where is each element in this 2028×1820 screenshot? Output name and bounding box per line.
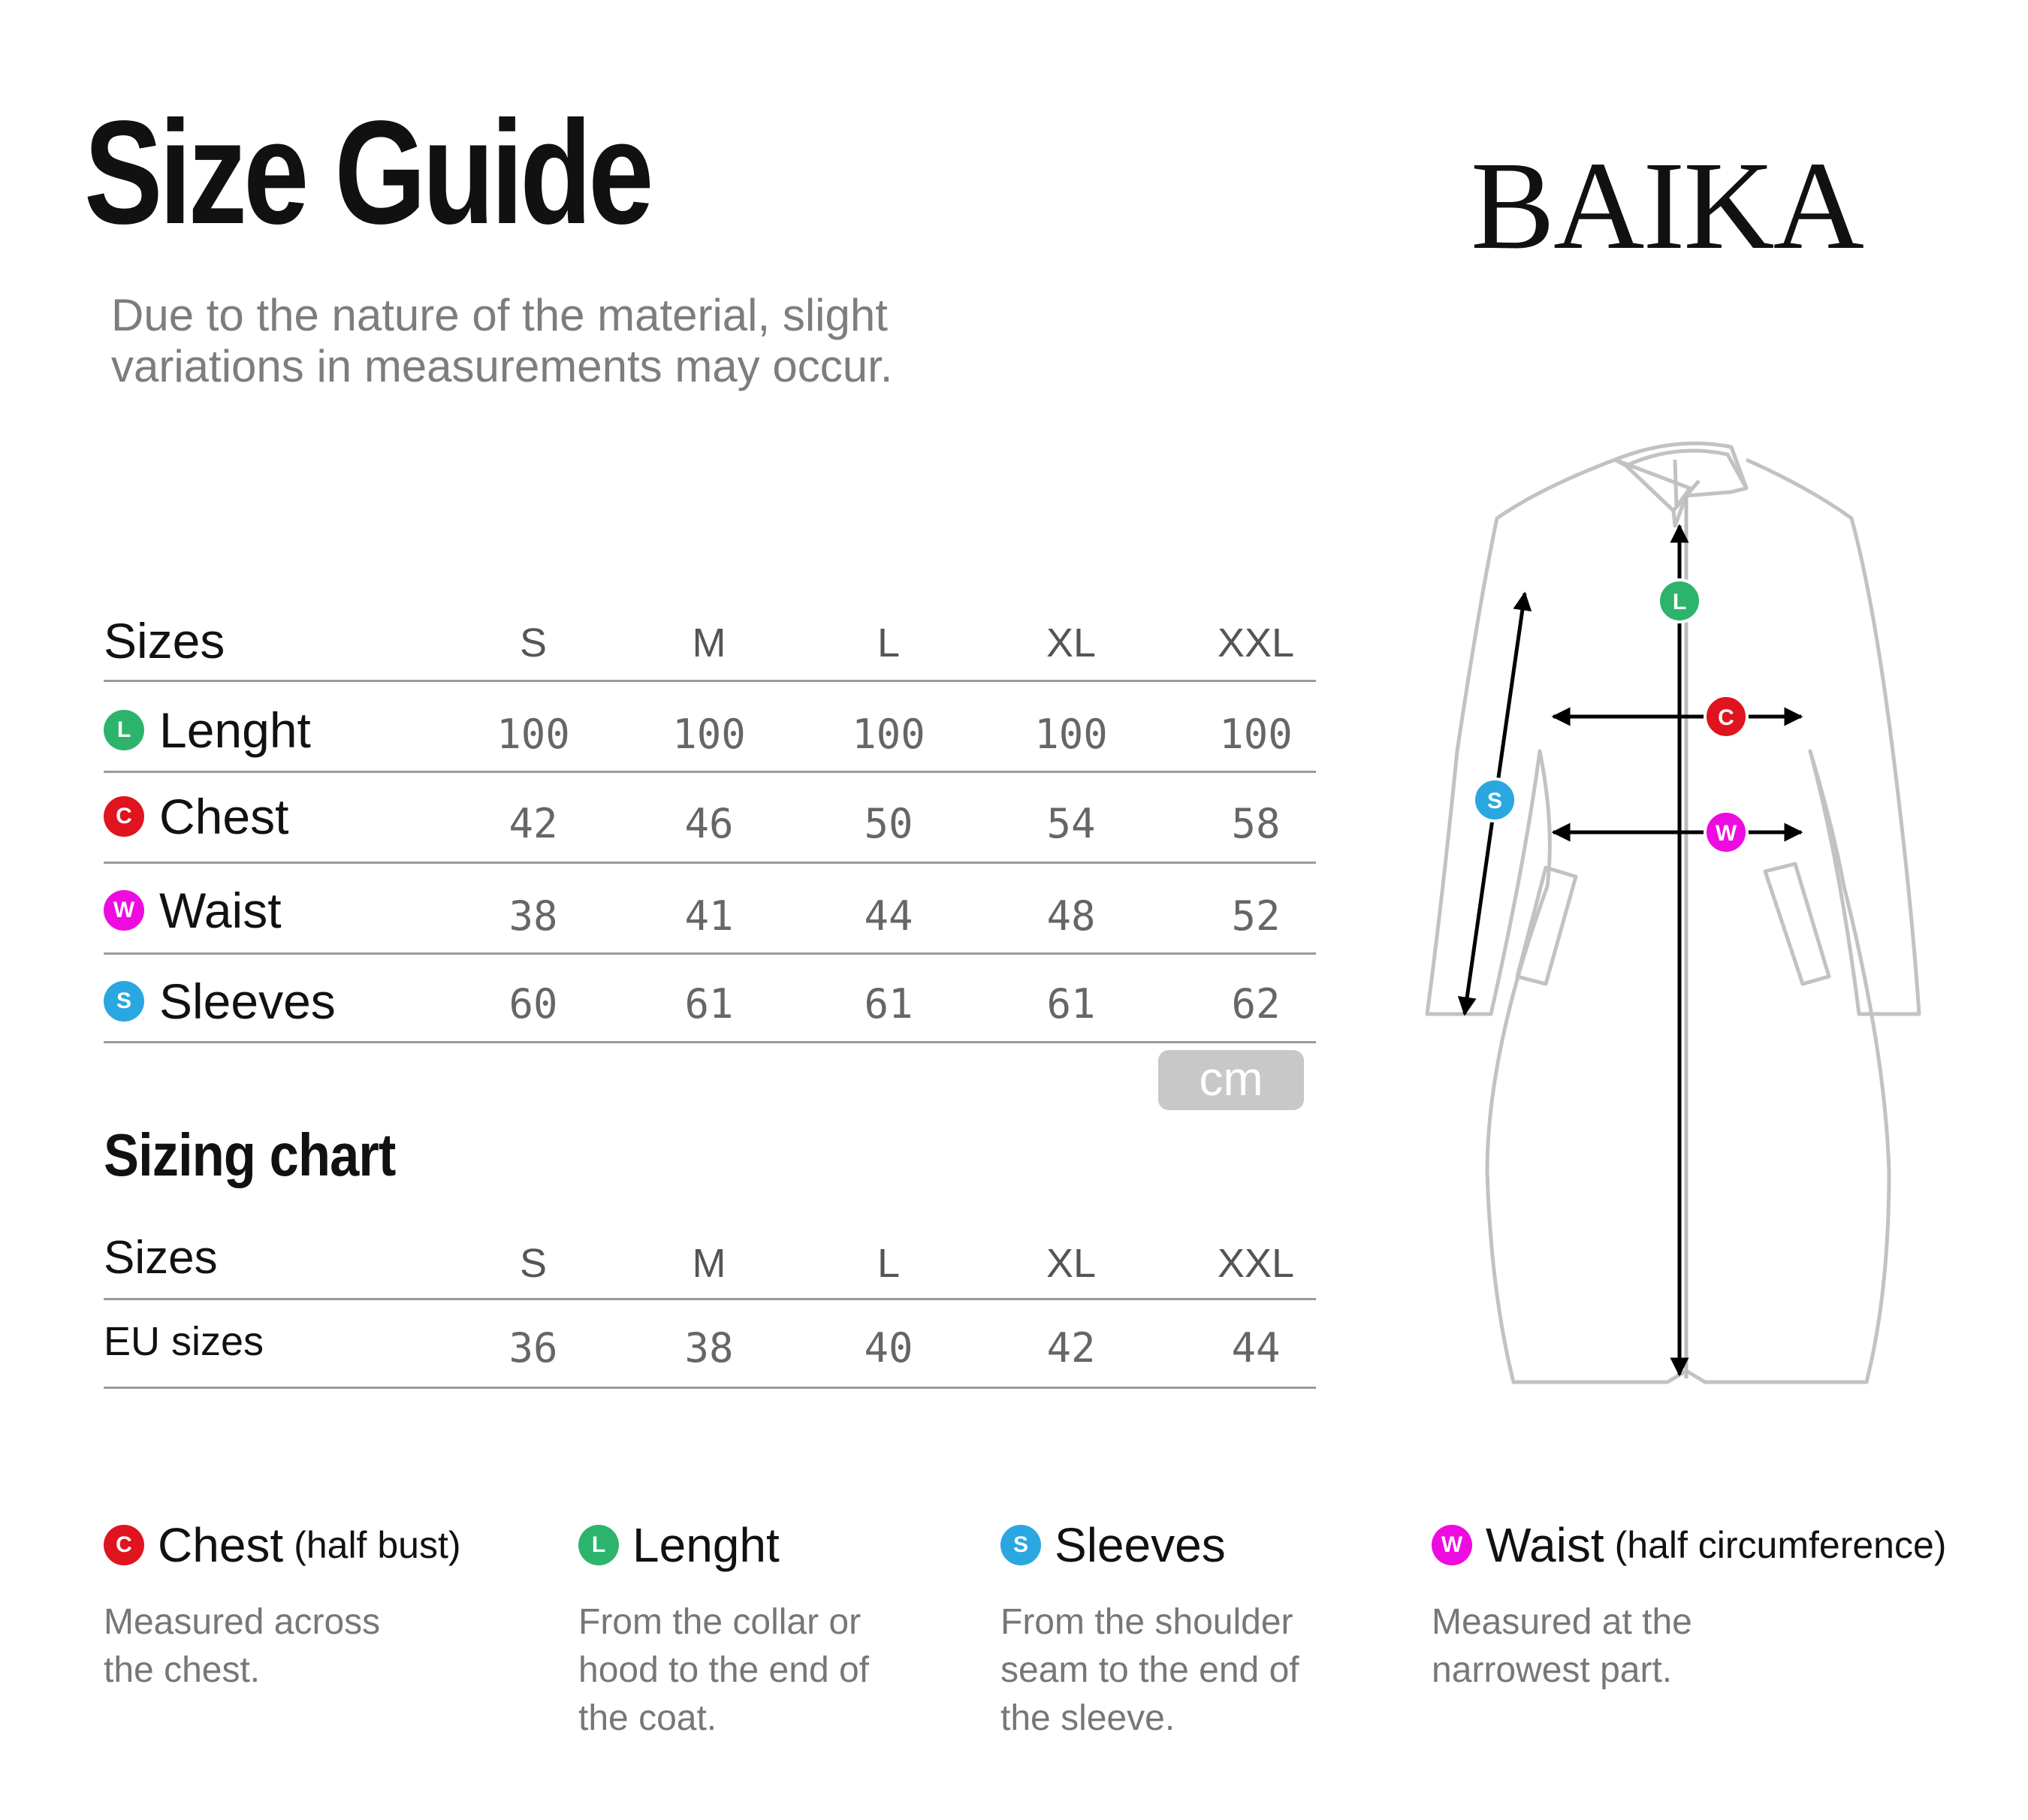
table-row-chest <box>104 773 1316 864</box>
legend-description: Measured at the narrowest part. <box>1432 1602 1692 1690</box>
table-cell: 38 <box>509 892 558 940</box>
legend-chest <box>104 1517 554 1695</box>
table-row-eu-sizes <box>104 1300 1316 1389</box>
row-label <box>104 973 336 1030</box>
table-cell: 54 <box>1046 800 1096 847</box>
row-label <box>104 702 311 759</box>
brand-logo: BAIKA <box>1471 136 1863 276</box>
table-cell: 46 <box>684 800 734 847</box>
legend-heading <box>104 1517 554 1573</box>
row-label-text: Lenght <box>159 702 311 758</box>
table-cell: 100 <box>852 711 925 758</box>
table-cell: 42 <box>1046 1324 1096 1372</box>
table-cell: 61 <box>1046 980 1096 1028</box>
legend-heading <box>1432 1517 2025 1573</box>
legend-title: Chest <box>158 1518 284 1572</box>
legend-heading <box>1000 1517 1391 1573</box>
table-cell: 44 <box>864 892 913 940</box>
table-cell: 100 <box>672 711 746 758</box>
chest-badge-icon: C <box>104 796 144 837</box>
measurement-arrows <box>1465 526 1801 1375</box>
sleeves-badge-letter: S <box>1486 789 1503 813</box>
size-header: XXL <box>1217 620 1295 666</box>
legend-description: From the collar or hood to the end of the coat. <box>578 1602 869 1738</box>
legend-waist <box>1432 1517 2025 1695</box>
size-header: L <box>877 1241 901 1286</box>
row-label-text: Chest <box>159 789 289 844</box>
table-cell: 62 <box>1231 980 1281 1028</box>
table-row-length <box>104 682 1316 773</box>
legend-title: Sleeves <box>1055 1518 1226 1572</box>
sizing-chart-title: Sizing chart <box>104 1121 396 1188</box>
table-cell: 41 <box>684 892 734 940</box>
legend-title: Waist <box>1486 1518 1604 1572</box>
table-row-waist <box>104 864 1316 955</box>
table-row-sleeves <box>104 955 1316 1043</box>
legend-heading <box>578 1517 969 1573</box>
table-cell: 40 <box>864 1324 913 1372</box>
table-cell: 58 <box>1231 800 1281 847</box>
unit-badge: cm <box>1158 1050 1304 1110</box>
table-cell: 100 <box>1219 711 1293 758</box>
size-header: XXL <box>1217 1241 1295 1286</box>
table-cell: 52 <box>1231 892 1281 940</box>
table-cell: 60 <box>509 980 558 1028</box>
page-title: Size Guide <box>84 90 650 255</box>
table-cell: 36 <box>509 1324 558 1372</box>
chest-badge-icon: C <box>104 1525 144 1565</box>
waist-badge-letter: W <box>1715 821 1737 846</box>
legend-sleeves <box>1000 1517 1391 1743</box>
length-badge-icon: L <box>104 710 144 750</box>
sizing-chart-table <box>104 1213 1316 1389</box>
coat-diagram <box>1390 421 1975 1412</box>
table-cell: 42 <box>509 800 558 847</box>
row-label <box>104 788 288 845</box>
table-cell: 100 <box>496 711 570 758</box>
page-subtitle: Due to the nature of the material, slight variations in measurements may occur. <box>111 290 893 391</box>
sleeves-badge-icon: S <box>1000 1525 1041 1565</box>
row-label <box>104 882 282 939</box>
size-header: L <box>877 620 901 666</box>
table-cell: 44 <box>1231 1324 1281 1372</box>
size-header: XL <box>1046 1241 1097 1286</box>
sleeves-badge-icon: S <box>104 981 144 1022</box>
table-cell: 61 <box>864 980 913 1028</box>
legend-description: Measured across the chest. <box>104 1602 381 1690</box>
table-header-row <box>104 1213 1316 1300</box>
waist-badge-icon: W <box>104 890 144 931</box>
size-header: XL <box>1046 620 1097 666</box>
chest-badge-letter: C <box>1718 705 1734 730</box>
table-cell: 50 <box>864 800 913 847</box>
legend-description: From the shoulder seam to the end of the sleeve. <box>1000 1602 1299 1738</box>
table-cell: 48 <box>1046 892 1096 940</box>
waist-badge-icon: W <box>1432 1525 1472 1565</box>
table-header-row <box>104 605 1316 682</box>
row-label: EU sizes <box>104 1319 264 1364</box>
length-badge-icon: L <box>578 1525 619 1565</box>
size-header: M <box>692 620 726 666</box>
measurements-table <box>104 605 1316 1043</box>
legend-length <box>578 1517 969 1743</box>
size-header: M <box>692 1241 726 1286</box>
table-cell: 38 <box>684 1324 734 1372</box>
sizes-header-label: Sizes <box>104 613 225 669</box>
size-header: S <box>519 1241 548 1286</box>
table-cell: 61 <box>684 980 734 1028</box>
legend-note: (half circumference) <box>1614 1524 1947 1566</box>
length-badge-letter: L <box>1672 590 1687 614</box>
legend-note: (half bust) <box>294 1524 461 1566</box>
row-label-text: Waist <box>159 883 282 938</box>
sizes-header-label: Sizes <box>104 1232 218 1284</box>
table-cell: 100 <box>1034 711 1108 758</box>
legend-title: Lenght <box>632 1518 780 1572</box>
row-label-text: Sleeves <box>159 973 336 1029</box>
size-header: S <box>519 620 548 666</box>
